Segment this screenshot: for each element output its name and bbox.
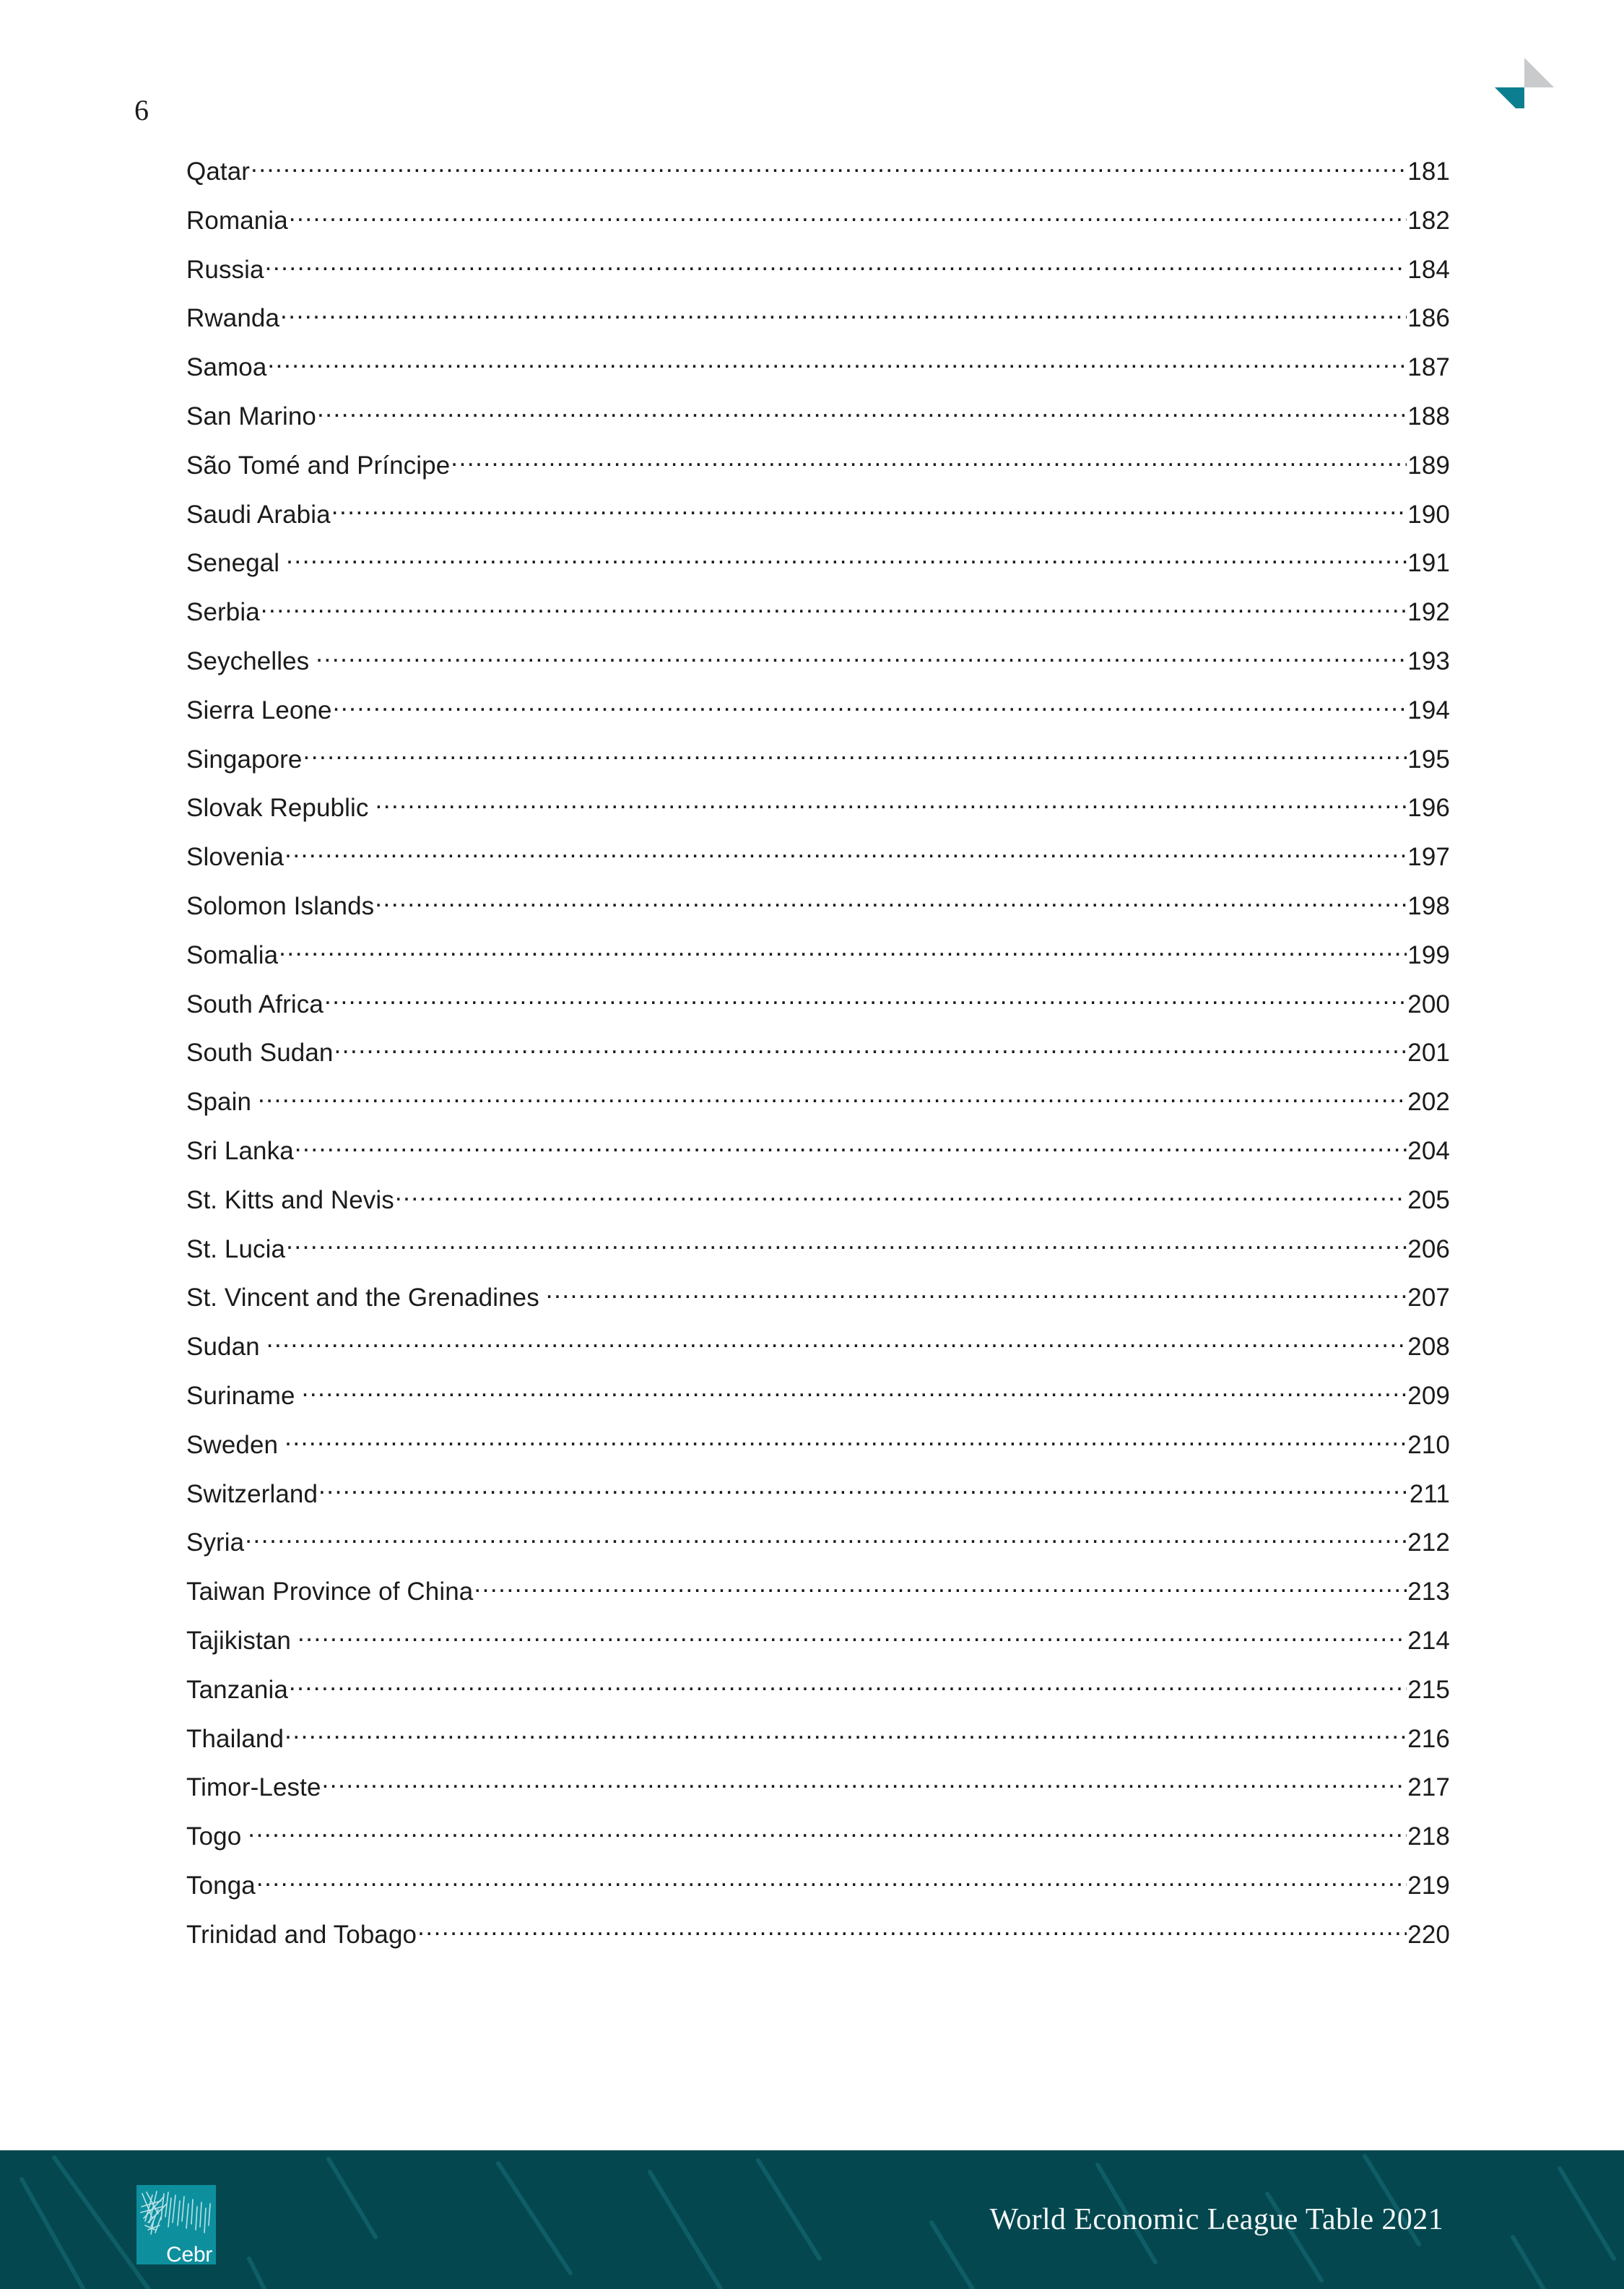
toc-leader-dots xyxy=(474,1575,1407,1600)
toc-leader-dots xyxy=(285,1428,1407,1453)
page-footer xyxy=(0,2150,1624,2289)
toc-entry-page-number: 210 xyxy=(1407,1430,1450,1459)
toc-entry[interactable] xyxy=(186,1428,1450,1477)
toc-entry-page-number: 195 xyxy=(1407,745,1450,774)
toc-leader-dots xyxy=(322,1770,1407,1796)
toc-entry-page-number: 202 xyxy=(1407,1088,1450,1117)
toc-leader-dots xyxy=(324,987,1407,1013)
toc-entry[interactable] xyxy=(186,1085,1450,1134)
toc-entry[interactable] xyxy=(186,595,1450,644)
toc-entry[interactable] xyxy=(186,1624,1450,1673)
toc-entry[interactable] xyxy=(186,253,1450,302)
toc-leader-dots xyxy=(256,1869,1407,1894)
toc-entry-label: Sierra Leone xyxy=(186,696,332,724)
toc-entry-label: São Tomé and Príncipe xyxy=(186,451,451,480)
toc-entry-page-number: 218 xyxy=(1407,1822,1450,1851)
toc-leader-dots xyxy=(261,595,1407,620)
toc-entry-page-number: 213 xyxy=(1407,1578,1450,1606)
toc-entry[interactable] xyxy=(186,1281,1450,1330)
toc-entry[interactable] xyxy=(186,1722,1450,1771)
toc-entry-label: Slovak Republic xyxy=(186,794,369,823)
toc-leader-dots xyxy=(266,1330,1407,1355)
footer-title: World Economic League Table 2021 xyxy=(989,2203,1443,2236)
toc-entry-page-number: 186 xyxy=(1407,304,1450,333)
toc-entry-page-number: 209 xyxy=(1407,1381,1450,1410)
toc-entry-label: Romania xyxy=(186,206,288,235)
toc-entry[interactable] xyxy=(186,1330,1450,1379)
toc-entry[interactable] xyxy=(186,693,1450,743)
toc-entry[interactable] xyxy=(186,1819,1450,1869)
toc-entry-label: Trinidad and Tobago xyxy=(186,1920,417,1949)
toc-leader-dots xyxy=(295,1134,1407,1159)
toc-entry-page-number: 212 xyxy=(1407,1528,1450,1557)
toc-leader-dots xyxy=(375,791,1407,816)
toc-leader-dots xyxy=(289,1673,1407,1698)
toc-leader-dots xyxy=(298,1624,1407,1649)
toc-leader-dots xyxy=(286,546,1407,571)
toc-entry-label: Timor-Leste xyxy=(186,1773,321,1802)
toc-entry-label: Slovenia xyxy=(186,843,285,872)
toc-entry-page-number: 182 xyxy=(1407,206,1450,235)
toc-leader-dots xyxy=(251,155,1407,180)
toc-entry-page-number: 184 xyxy=(1407,255,1450,284)
toc-entry-label: St. Vincent and the Grenadines xyxy=(186,1284,539,1312)
toc-leader-dots xyxy=(395,1183,1407,1208)
toc-entry-page-number: 207 xyxy=(1407,1284,1450,1312)
toc-entry-label: Seychelles xyxy=(186,646,310,675)
toc-entry-page-number: 206 xyxy=(1407,1234,1450,1263)
toc-entry-label: Qatar xyxy=(186,157,251,186)
toc-entry-label: Suriname xyxy=(186,1381,295,1410)
toc-leader-dots xyxy=(417,1918,1407,1943)
toc-leader-dots xyxy=(289,204,1407,229)
toc-entry[interactable] xyxy=(186,1770,1450,1819)
toc-entry-page-number: 211 xyxy=(1409,1479,1450,1508)
toc-entry-page-number: 193 xyxy=(1407,646,1450,675)
toc-leader-dots xyxy=(286,1232,1407,1258)
toc-entry-label: Samoa xyxy=(186,353,267,382)
toc-entry-label: Russia xyxy=(186,255,264,284)
toc-entry-page-number: 215 xyxy=(1407,1675,1450,1704)
toc-entry[interactable] xyxy=(186,938,1450,987)
toc-leader-dots xyxy=(265,253,1407,278)
toc-entry-label: Taiwan Province of China xyxy=(186,1578,474,1606)
toc-leader-dots xyxy=(331,498,1407,523)
toc-entry[interactable] xyxy=(186,449,1450,498)
toc-entry-label: Syria xyxy=(186,1528,245,1557)
toc-entry-label: Tajikistan xyxy=(186,1626,291,1655)
toc-entry[interactable] xyxy=(186,987,1450,1037)
toc-entry-label: South Africa xyxy=(186,990,324,1018)
toc-entry-page-number: 214 xyxy=(1407,1626,1450,1655)
toc-entry-page-number: 190 xyxy=(1407,500,1450,529)
toc-entry-label: Rwanda xyxy=(186,304,280,333)
toc-entry-label: Switzerland xyxy=(186,1479,318,1508)
toc-entry[interactable] xyxy=(186,498,1450,547)
toc-leader-dots xyxy=(317,399,1407,425)
toc-entry-label: Spain xyxy=(186,1088,252,1117)
toc-entry-label: South Sudan xyxy=(186,1039,334,1068)
toc-leader-dots xyxy=(316,644,1407,670)
toc-entry[interactable] xyxy=(186,546,1450,595)
toc-entry-label: Tonga xyxy=(186,1871,256,1900)
toc-entry-label: Serbia xyxy=(186,598,260,627)
toc-entry-page-number: 208 xyxy=(1407,1333,1450,1362)
toc-entry-label: Senegal xyxy=(186,549,280,578)
toc-entry-page-number: 205 xyxy=(1407,1185,1450,1214)
page-number: 6 xyxy=(134,94,149,126)
toc-entry[interactable] xyxy=(186,1036,1450,1085)
toc-entry-page-number: 196 xyxy=(1407,794,1450,823)
toc-leader-dots xyxy=(285,1722,1407,1747)
toc-entry[interactable] xyxy=(186,350,1450,399)
toc-entry-label: Sudan xyxy=(186,1333,260,1362)
toc-entry[interactable] xyxy=(186,889,1450,938)
cebr-logo xyxy=(136,2185,216,2267)
toc-entry[interactable] xyxy=(186,1379,1450,1428)
toc-entry[interactable] xyxy=(186,399,1450,449)
toc-entry[interactable] xyxy=(186,1183,1450,1232)
toc-entry-page-number: 216 xyxy=(1407,1724,1450,1753)
toc-entry-page-number: 192 xyxy=(1407,598,1450,627)
toc-entry[interactable] xyxy=(186,1673,1450,1722)
toc-leader-dots xyxy=(279,938,1407,964)
toc-entry[interactable] xyxy=(186,1232,1450,1281)
toc-leader-dots xyxy=(546,1281,1407,1306)
toc-entry[interactable] xyxy=(186,1575,1450,1624)
toc-entry[interactable] xyxy=(186,155,1450,204)
toc-entry[interactable] xyxy=(186,1918,1450,1967)
toc-leader-dots xyxy=(248,1819,1407,1845)
toc-entry-page-number: 181 xyxy=(1407,157,1450,186)
toc-entry-page-number: 219 xyxy=(1407,1871,1450,1900)
toc-entry[interactable] xyxy=(186,644,1450,693)
toc-entry-label: San Marino xyxy=(186,402,316,430)
toc-leader-dots xyxy=(333,693,1407,719)
toc-leader-dots xyxy=(302,1379,1407,1404)
toc-leader-dots xyxy=(375,889,1407,914)
cebr-logo-text: Cebr xyxy=(166,2243,212,2267)
toc-entry-label: Sweden xyxy=(186,1430,279,1459)
toc-entry-page-number: 187 xyxy=(1407,353,1450,382)
toc-entry-page-number: 199 xyxy=(1407,940,1450,969)
toc-entry[interactable] xyxy=(186,301,1450,350)
toc-leader-dots xyxy=(303,743,1407,768)
toc-entry[interactable] xyxy=(186,204,1450,253)
toc-entry[interactable] xyxy=(186,1526,1450,1575)
toc-entry[interactable] xyxy=(186,1477,1450,1526)
toc-leader-dots xyxy=(451,449,1407,474)
toc-entry-label: Togo xyxy=(186,1822,242,1851)
table-of-contents xyxy=(186,155,1450,1966)
toc-entry[interactable] xyxy=(186,1134,1450,1183)
corner-triangle-teal xyxy=(1495,87,1524,108)
corner-decoration xyxy=(1492,46,1554,108)
toc-entry-page-number: 197 xyxy=(1407,843,1450,872)
toc-entry-label: Solomon Islands xyxy=(186,891,375,920)
toc-entry-page-number: 201 xyxy=(1407,1039,1450,1068)
toc-entry-page-number: 204 xyxy=(1407,1136,1450,1165)
toc-entry-page-number: 198 xyxy=(1407,891,1450,920)
toc-leader-dots xyxy=(334,1036,1407,1061)
toc-entry-label: St. Kitts and Nevis xyxy=(186,1185,394,1214)
toc-entry-page-number: 200 xyxy=(1407,990,1450,1018)
toc-entry-label: Thailand xyxy=(186,1724,285,1753)
toc-entry[interactable] xyxy=(186,743,1450,792)
toc-entry-label: Saudi Arabia xyxy=(186,500,331,529)
toc-leader-dots xyxy=(285,840,1407,865)
toc-leader-dots xyxy=(267,350,1407,376)
toc-entry-page-number: 188 xyxy=(1407,402,1450,430)
corner-triangle-grey xyxy=(1524,58,1554,87)
toc-leader-dots xyxy=(318,1477,1409,1502)
toc-entry-page-number: 194 xyxy=(1407,696,1450,724)
toc-entry[interactable] xyxy=(186,1869,1450,1918)
toc-entry-label: Sri Lanka xyxy=(186,1136,294,1165)
toc-entry-page-number: 191 xyxy=(1407,549,1450,578)
toc-entry[interactable] xyxy=(186,791,1450,840)
toc-leader-dots xyxy=(280,301,1407,326)
toc-entry-page-number: 217 xyxy=(1407,1773,1450,1802)
toc-entry-label: Somalia xyxy=(186,940,279,969)
toc-entry-label: Tanzania xyxy=(186,1675,288,1704)
toc-entry-label: Singapore xyxy=(186,745,303,774)
toc-entry-page-number: 189 xyxy=(1407,451,1450,480)
toc-entry[interactable] xyxy=(186,840,1450,889)
toc-leader-dots xyxy=(245,1526,1407,1551)
toc-leader-dots xyxy=(258,1085,1407,1110)
toc-entry-label: St. Lucia xyxy=(186,1234,286,1263)
toc-entry-page-number: 220 xyxy=(1407,1920,1450,1949)
